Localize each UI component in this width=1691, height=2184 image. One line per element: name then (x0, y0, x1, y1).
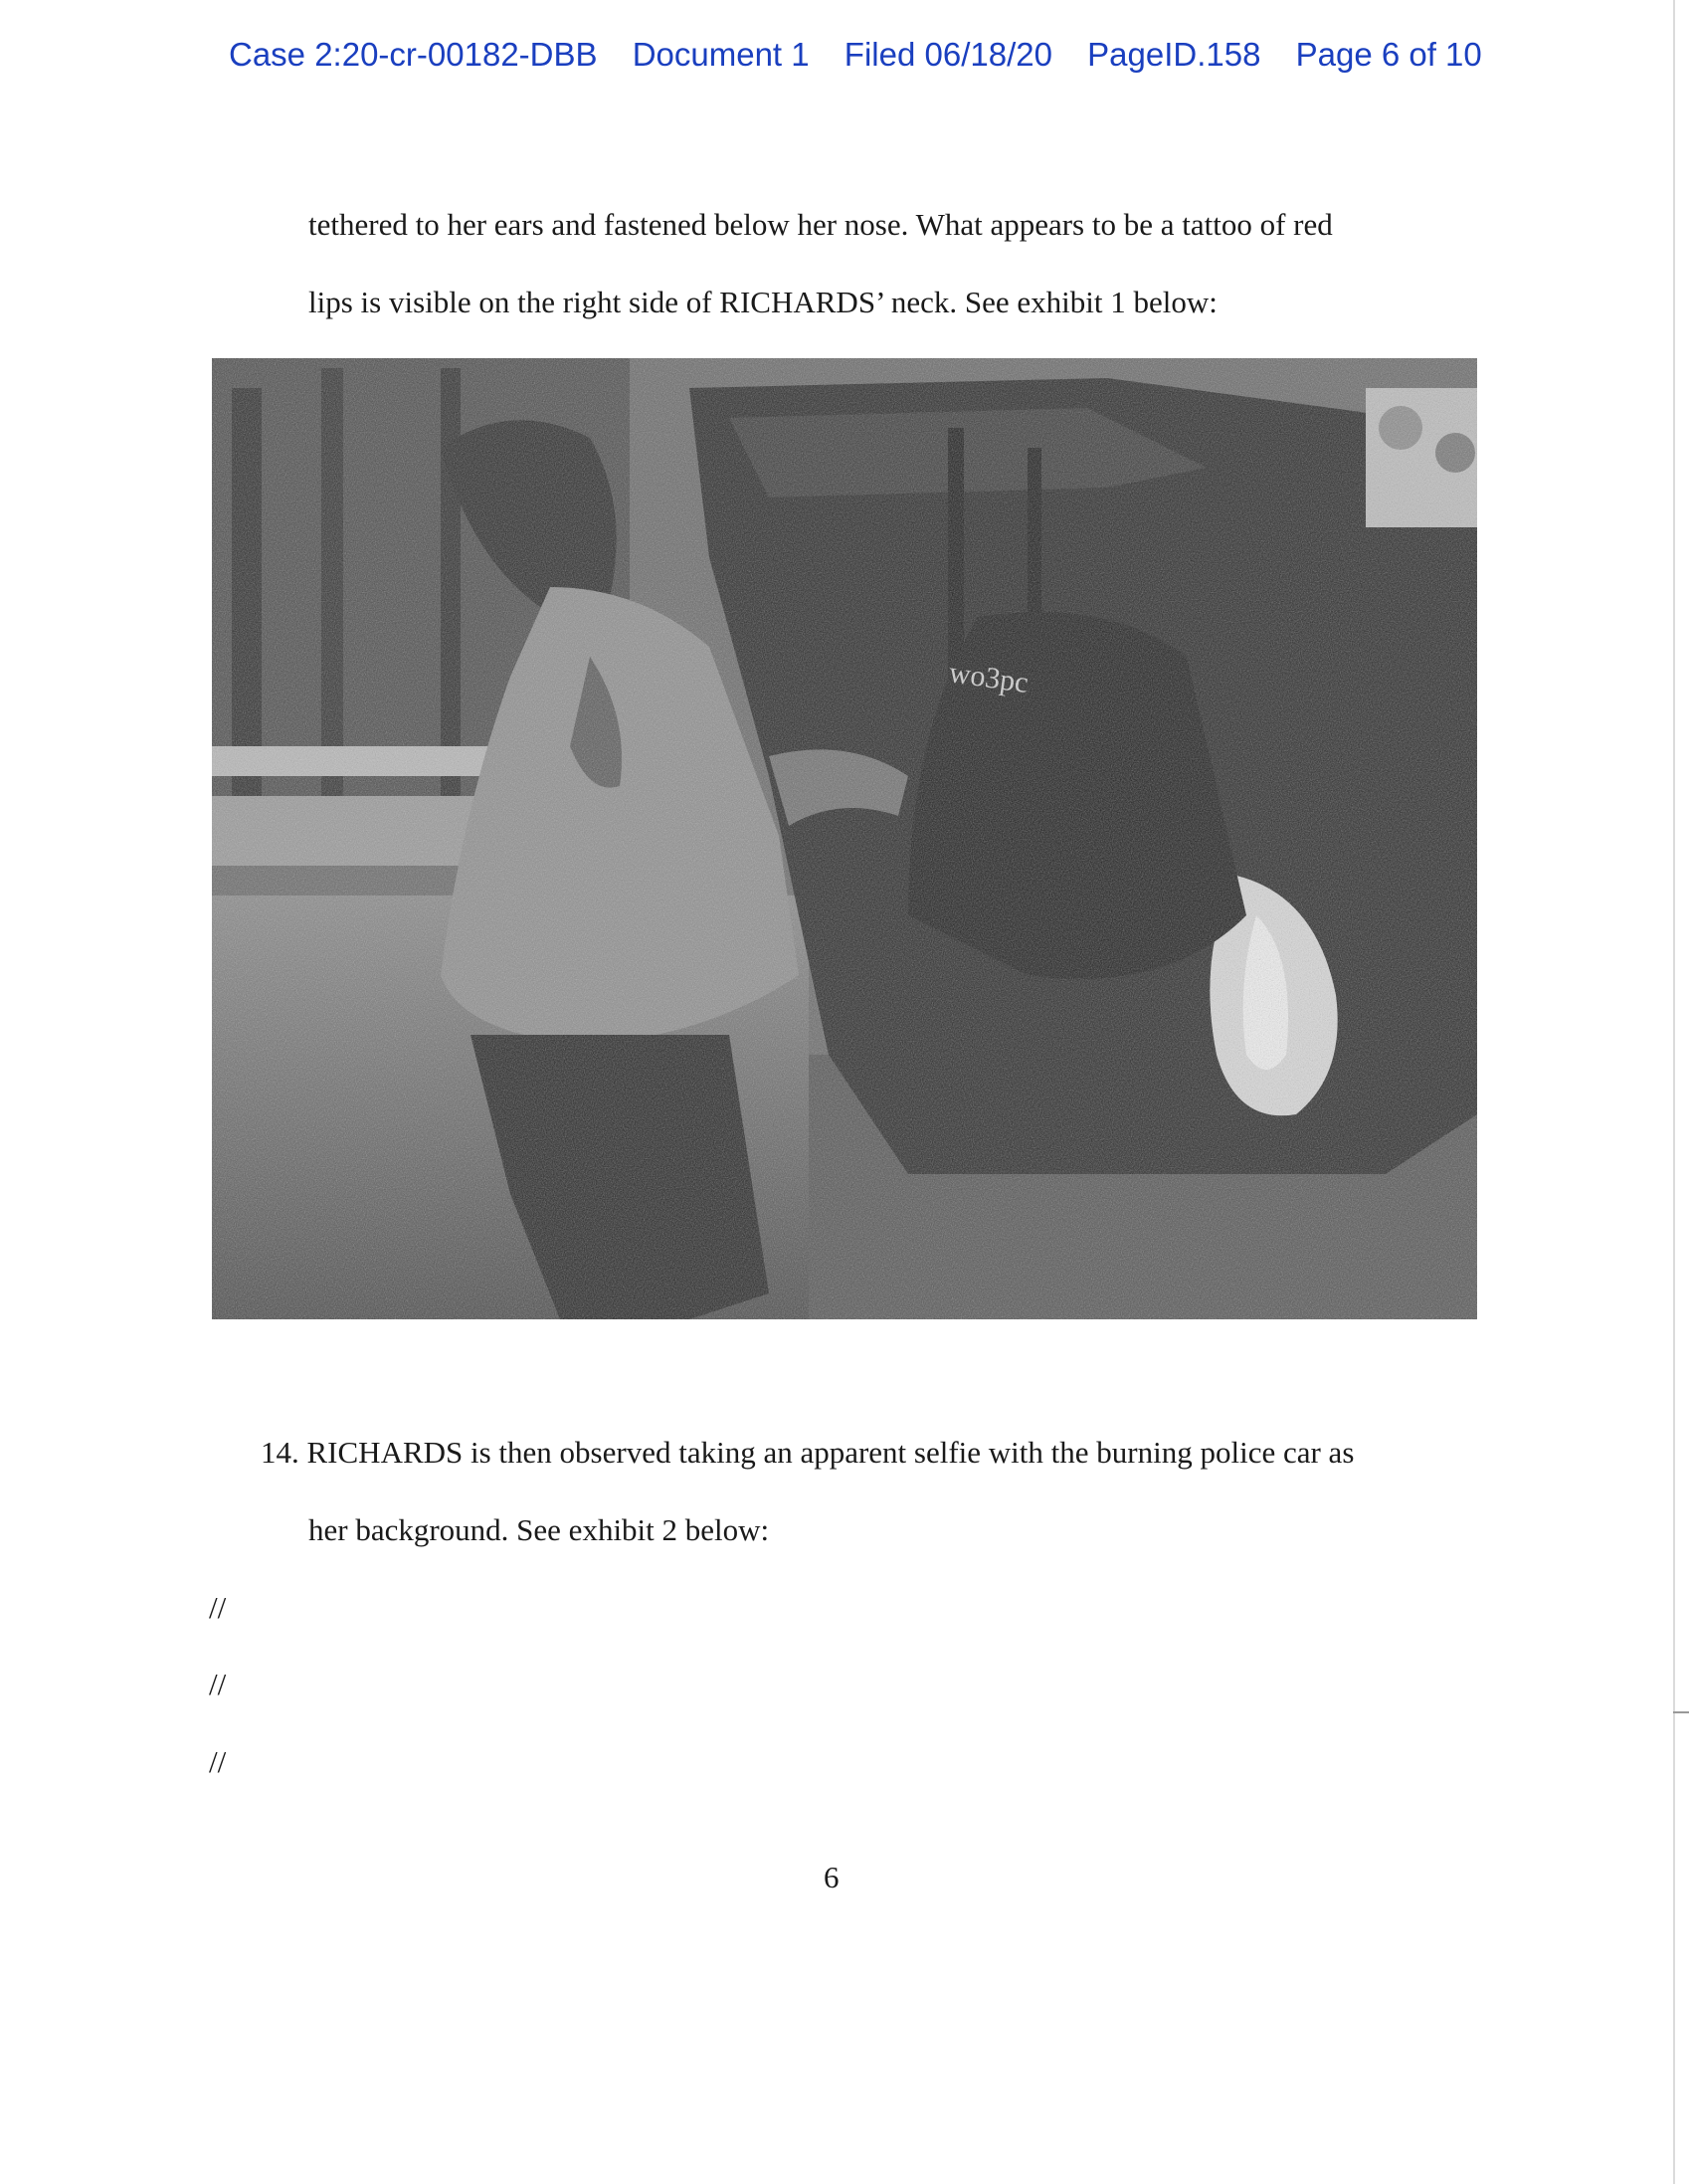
paragraph-14-line-1: 14. RICHARDS is then observed taking an apparent selfie with the burning police car as (261, 1435, 1355, 1470)
photo-grain (212, 358, 1477, 1319)
body-line-2: lips is visible on the right side of RICHARDS’ neck. See exhibit 1 below: (308, 285, 1218, 319)
paragraph-14-line-2: her background. See exhibit 2 below: (308, 1512, 770, 1547)
page-number: 6 (824, 1860, 840, 1894)
case-number[interactable]: Case 2:20-cr-00182-DBB (229, 36, 598, 73)
scan-edge-line (1673, 0, 1675, 2184)
body-line-1: tethered to her ears and fastened below her nose. What appears to be a tattoo of red (308, 207, 1333, 242)
continuation-mark-2: // (209, 1667, 227, 1701)
page-id[interactable]: PageID.158 (1087, 36, 1261, 73)
page-of[interactable]: Page 6 of 10 (1295, 36, 1482, 73)
document-number[interactable]: Document 1 (632, 36, 810, 73)
filed-date[interactable]: Filed 06/18/20 (844, 36, 1052, 73)
case-header (229, 36, 1482, 74)
scan-edge-tick (1673, 1711, 1689, 1713)
exhibit-1-photo (212, 358, 1477, 1319)
continuation-mark-1: // (209, 1590, 227, 1625)
continuation-mark-3: // (209, 1744, 227, 1779)
exhibit-1-image (212, 358, 1477, 1319)
